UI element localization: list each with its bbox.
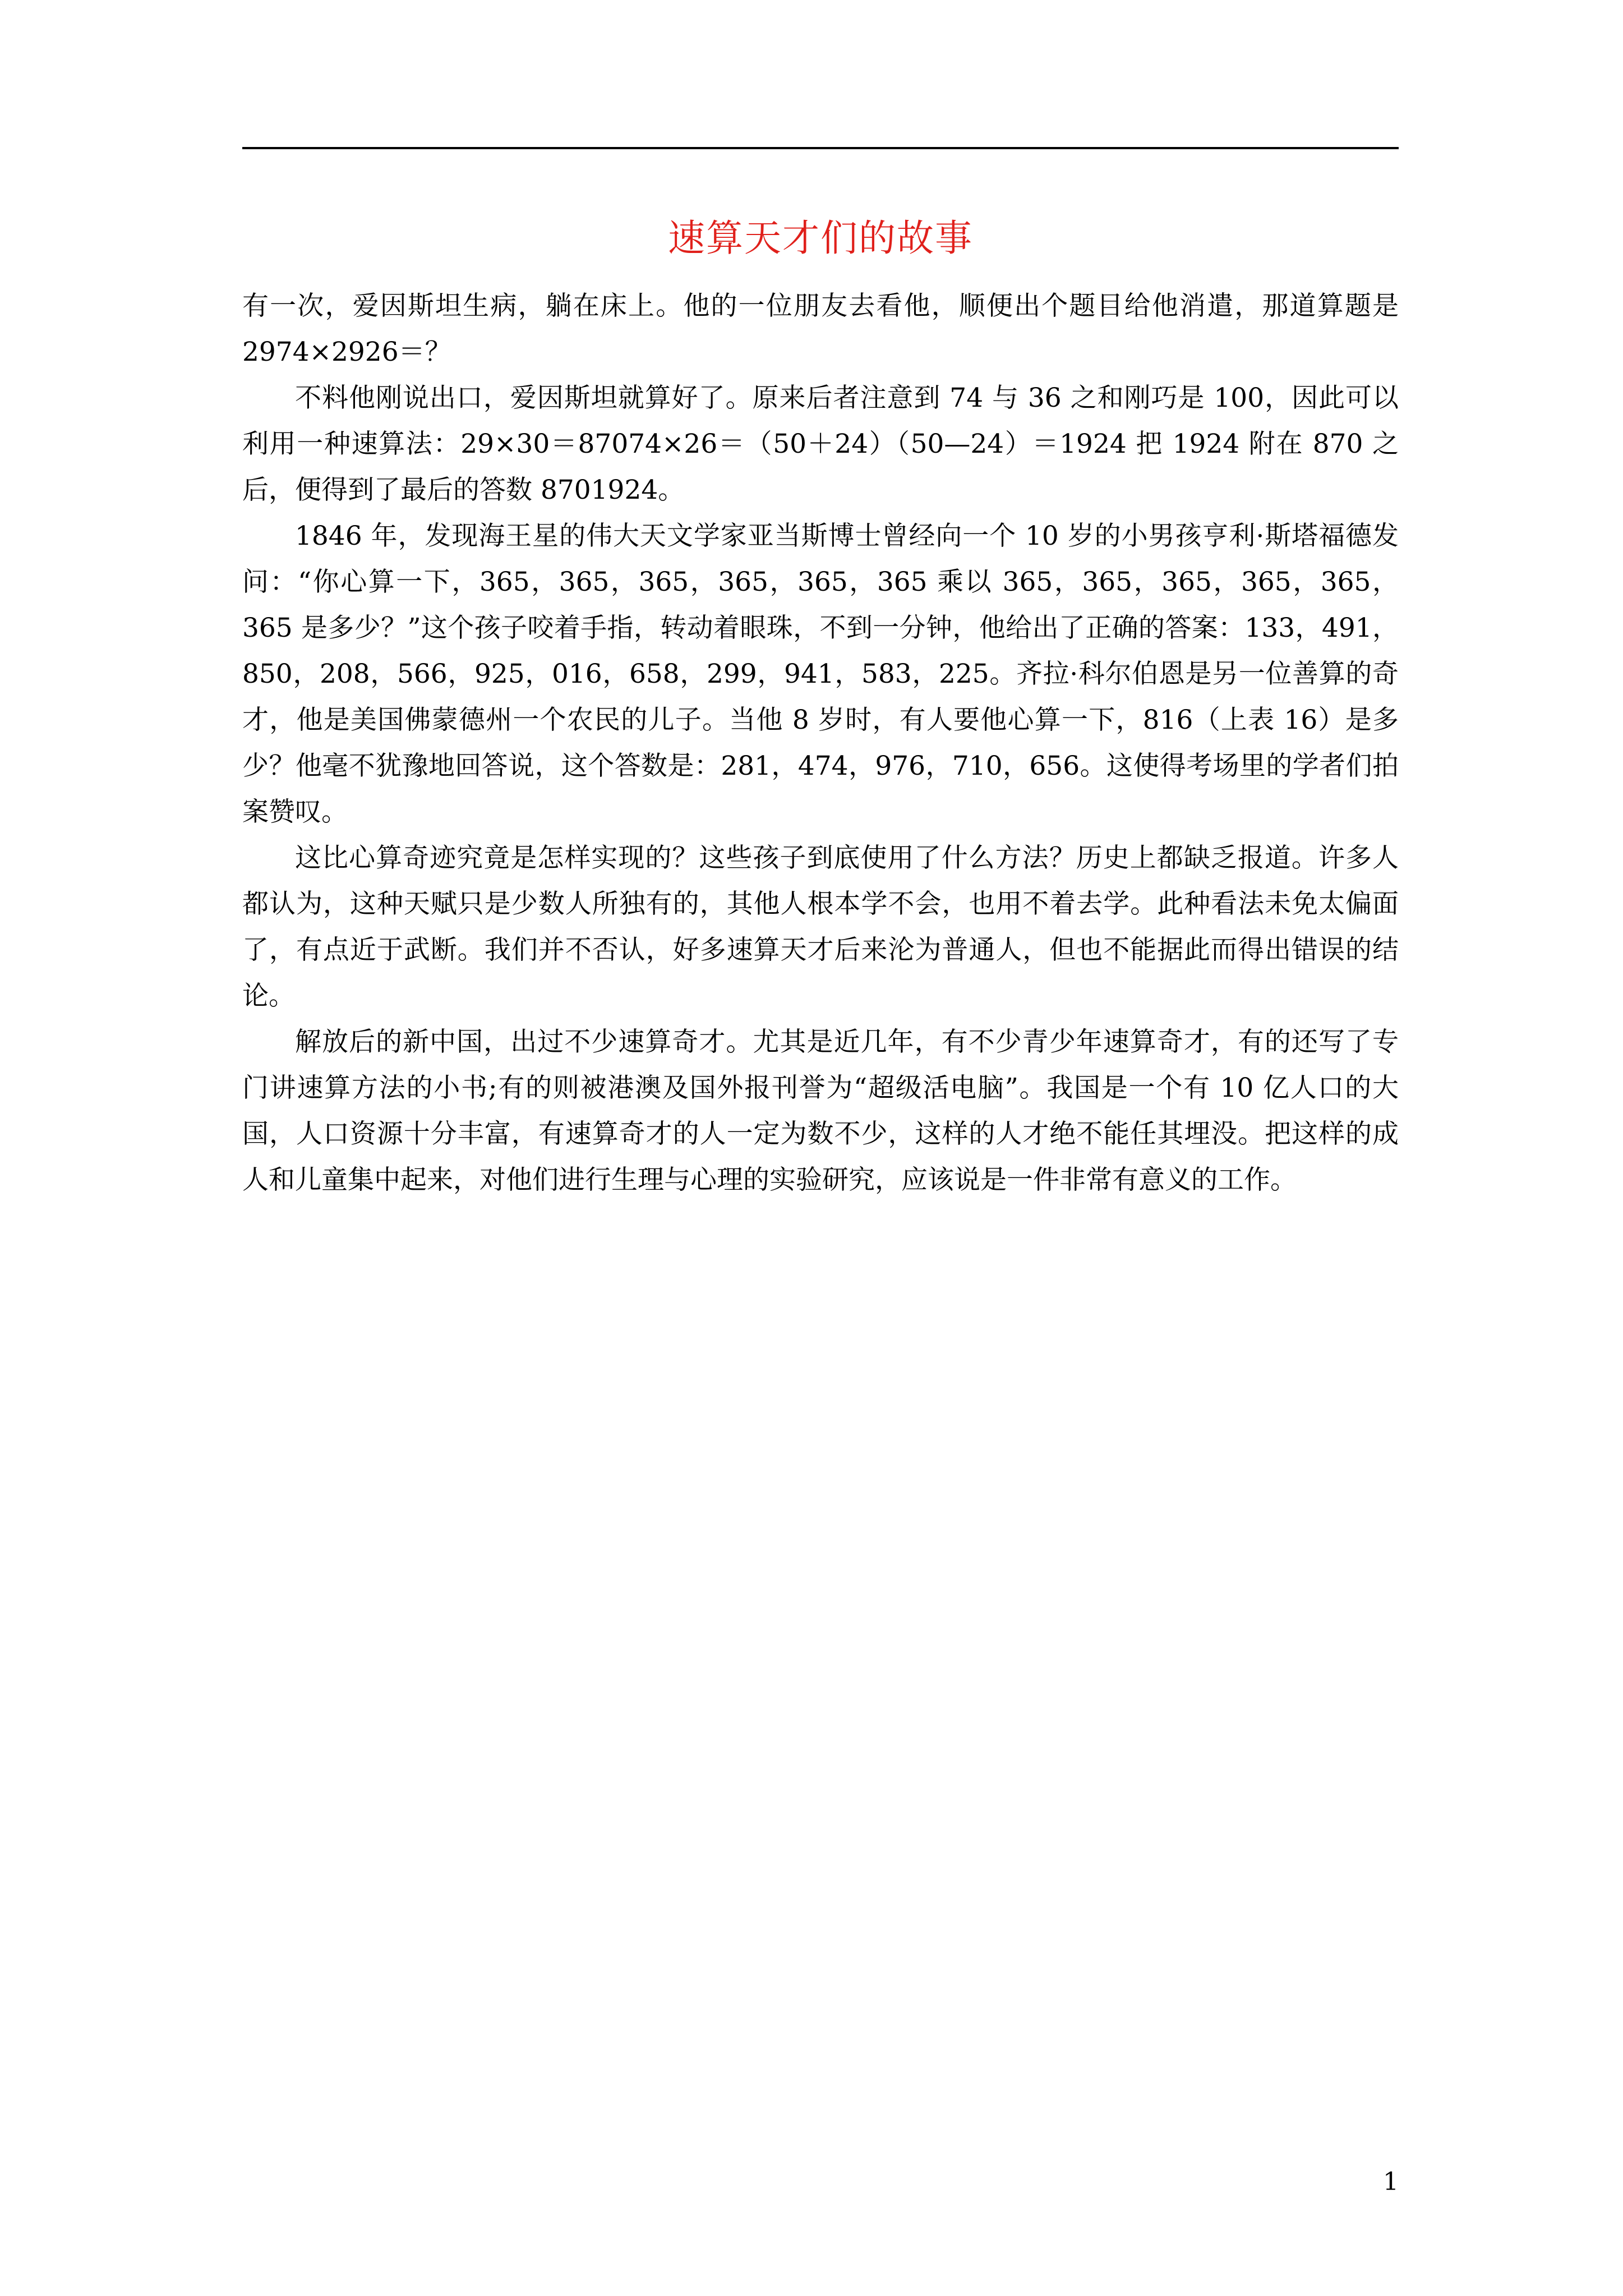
- paragraph-5: 解放后的新中国，出过不少速算奇才。尤其是近几年，有不少青少年速算奇才，有的还写了专门讲速算方法的小书;有的则被港澳及国外报刊誉为“超级活电脑”。我国是一个有 10 亿人口的大国，人口资源十分丰富，有速算奇才的人一定为数不少，这样的人才绝不能任其埋没。把这样的成人和儿童集中起来，对他们进行生理与心理的实验研究，应该说是一件非常有意义的工作。: [242, 1027, 1399, 1195]
- paragraph-4: 这比心算奇迹究竟是怎样实现的？这些孩子到底使用了什么方法？历史上都缺乏报道。许多人都认为，这种天赋只是少数人所独有的，其他人根本学不会，也用不着去学。此种看法未免太偏面了，有点近于武断。我们并不否认，好多速算天才后来沦为普通人，但也不能据此而得出错误的结论。: [242, 843, 1399, 1011]
- document-body: [242, 283, 1399, 1203]
- page-number: 1: [1383, 2168, 1399, 2196]
- paragraph-1: 有一次，爱因斯坦生病，躺在床上。他的一位朋友去看他，顺便出个题目给他消遣，那道算题是 2974×2926＝？: [242, 291, 1399, 367]
- paragraph-2: 不料他刚说出口，爱因斯坦就算好了。原来后者注意到 74 与 36 之和刚巧是 100，因此可以利用一种速算法：29×30＝87074×26＝（50＋24）（50—24）＝1924 把 1924 附在 870 之后，便得到了最后的答数 8701924。: [242, 383, 1399, 505]
- header-rule: [242, 147, 1399, 149]
- paragraph-3: 1846 年，发现海王星的伟大天文学家亚当斯博士曾经向一个 10 岁的小男孩亨利·斯塔福德发问：“你心算一下，365，365，365，365，365，365 乘以 365，365，365，365，365，365 是多少？”这个孩子咬着手指，转动着眼珠，不到一分钟，他给出了正确的答案：133，491，850，208，566，925，016，658，299，941，583，225。齐拉·科尔伯恩是另一位善算的奇才，他是美国佛蒙德州一个农民的儿子。当他 8 岁时，有人要他心算一下，816（上表 16）是多少？他毫不犹豫地回答说，这个答数是：281，474，976，710，656。这使得考场里的学者们拍案赞叹。: [242, 521, 1399, 827]
- document-title: 速算天才们的故事: [668, 217, 973, 260]
